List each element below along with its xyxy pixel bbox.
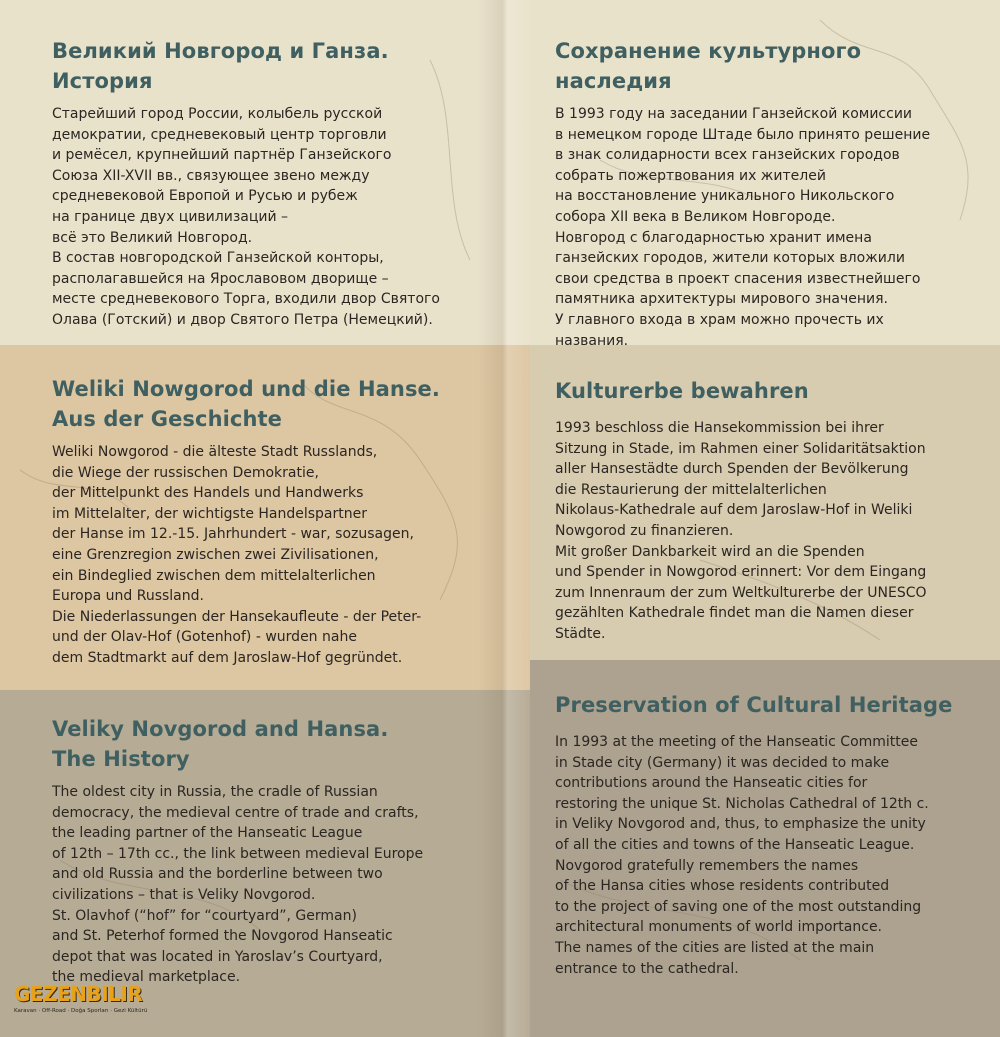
- section-body: In 1993 at the meeting of the Hanseatic Committee in Stade city (Germany) it was decided to make contributions around the Hanseatic cities for restoring the unique St. Nicholas Cathedral of 12th c. in Veliky Novgorod and, thus, to emphasize the unity of all the cities and towns of the Hanseatic League. Novgorod gratefully remembers the names of the Hansa cities whose residents contributed to the project of saving one of the most outstanding architectural monuments of world importance. The names of the cities are listed at the main entrance to the cathedral.: [555, 734, 929, 977]
- section-en-heritage: [555, 690, 975, 979]
- watermark-logo-text: GEZENBILIR: [14, 982, 143, 1006]
- section-heading: Kulturerbe bewahren: [555, 379, 809, 403]
- section-body: Старейший город России, колыбель русской демократии, средневековый центр торговли и ремёсел, крупнейший партнёр Ганзейского Союза XII-XVII вв., связующее звено между средневековой Европой и Русью и рубеж на границе двух цивилизаций – всё это Великий Новгород. В состав новгородской Ганзейской конторы, располагавшейся на Ярославовом дворище – месте средневекового Торга, входили двор Святого Олава (Готский) и двор Святого Петра (Немецкий).: [52, 106, 440, 328]
- section-body: 1993 beschloss die Hansekommission bei ihrer Sitzung in Stade, im Rahmen einer Solidaritätsaktion aller Hansestädte durch Spenden der Bevölkerung die Restaurierung der mittelalterlichen Nikolaus-Kathedrale auf dem Jaroslaw-Hof in Weliki Nowgorod zu finanzieren. Mit großer Dankbarkeit wird an die Spenden und Spender in Nowgorod erinnert: Vor dem Eingang zum Innenraum der zum Weltkulturerbe der UNESCO gezählten Kathedrale findet man die Namen dieser Städte.: [555, 420, 927, 642]
- section-heading: Weliki Nowgorod und die Hanse. Aus der Geschichte: [52, 377, 440, 431]
- section-body: The oldest city in Russia, the cradle of Russian democracy, the medieval centre of trade and crafts, the leading partner of the Hanseatic League of 12th – 17th cc., the link between medieval Europe and old Russia and the borderline between two civilizations – that is Veliky Novgorod. St. Olavhof (“hof” for “courtyard”, German) and St. Peterhof formed the Novgorod Hanseatic depot that was located in Yaroslav’s Courtyard, the medieval marketplace.: [52, 784, 424, 986]
- section-heading: Сохранение культурного наследия: [555, 39, 862, 93]
- section-heading: Preservation of Cultural Heritage: [555, 693, 953, 717]
- section-ru-heritage: [555, 36, 975, 351]
- section-heading: Великий Новгород и Ганза. История: [52, 39, 389, 93]
- section-body: Weliki Nowgorod - die älteste Stadt Russlands, die Wiege der russischen Demokratie, der Mittelpunkt des Handels und Handwerks im Mittelalter, der wichtigste Handelspartner der Hanse im 12.-15. Jahrhundert - war, sozusagen, eine Grenzregion zwischen zwei Zivilisationen, ein Bindeglied zwischen dem mittelalterlichen Europa und Russland. Die Niederlassungen der Hansekaufleute - der Peter- und der Olav-Hof (Gotenhof) - wurden nahe dem Stadtmarkt auf dem Jaroslaw-Hof gegründet.: [52, 444, 422, 666]
- section-heading: Veliky Novgorod and Hansa. The History: [52, 717, 389, 771]
- section-de-history: [52, 374, 472, 669]
- section-ru-history: [52, 36, 472, 331]
- section-de-heritage: [555, 376, 975, 645]
- section-en-history: [52, 714, 472, 988]
- watermark-tagline: Karavan · Off-Road · Doğa Sporları · Gezi Kültürü: [14, 1008, 148, 1014]
- page-fold: [478, 0, 532, 1037]
- watermark-logo: [14, 982, 148, 1022]
- section-body: В 1993 году на заседании Ганзейской комиссии в немецком городе Штаде было принято решение в знак солидарности всех ганзейских городов собрать пожертвования их жителей на восстановление уникального Никольского собора XII века в Великом Новгороде. Новгород с благодарностью хранит имена ганзейских городов, жители которых вложили свои средства в проект спасения известнейшего памятника архитектуры мирового значения. У главного входа в храм можно прочесть их названия.: [555, 106, 931, 349]
